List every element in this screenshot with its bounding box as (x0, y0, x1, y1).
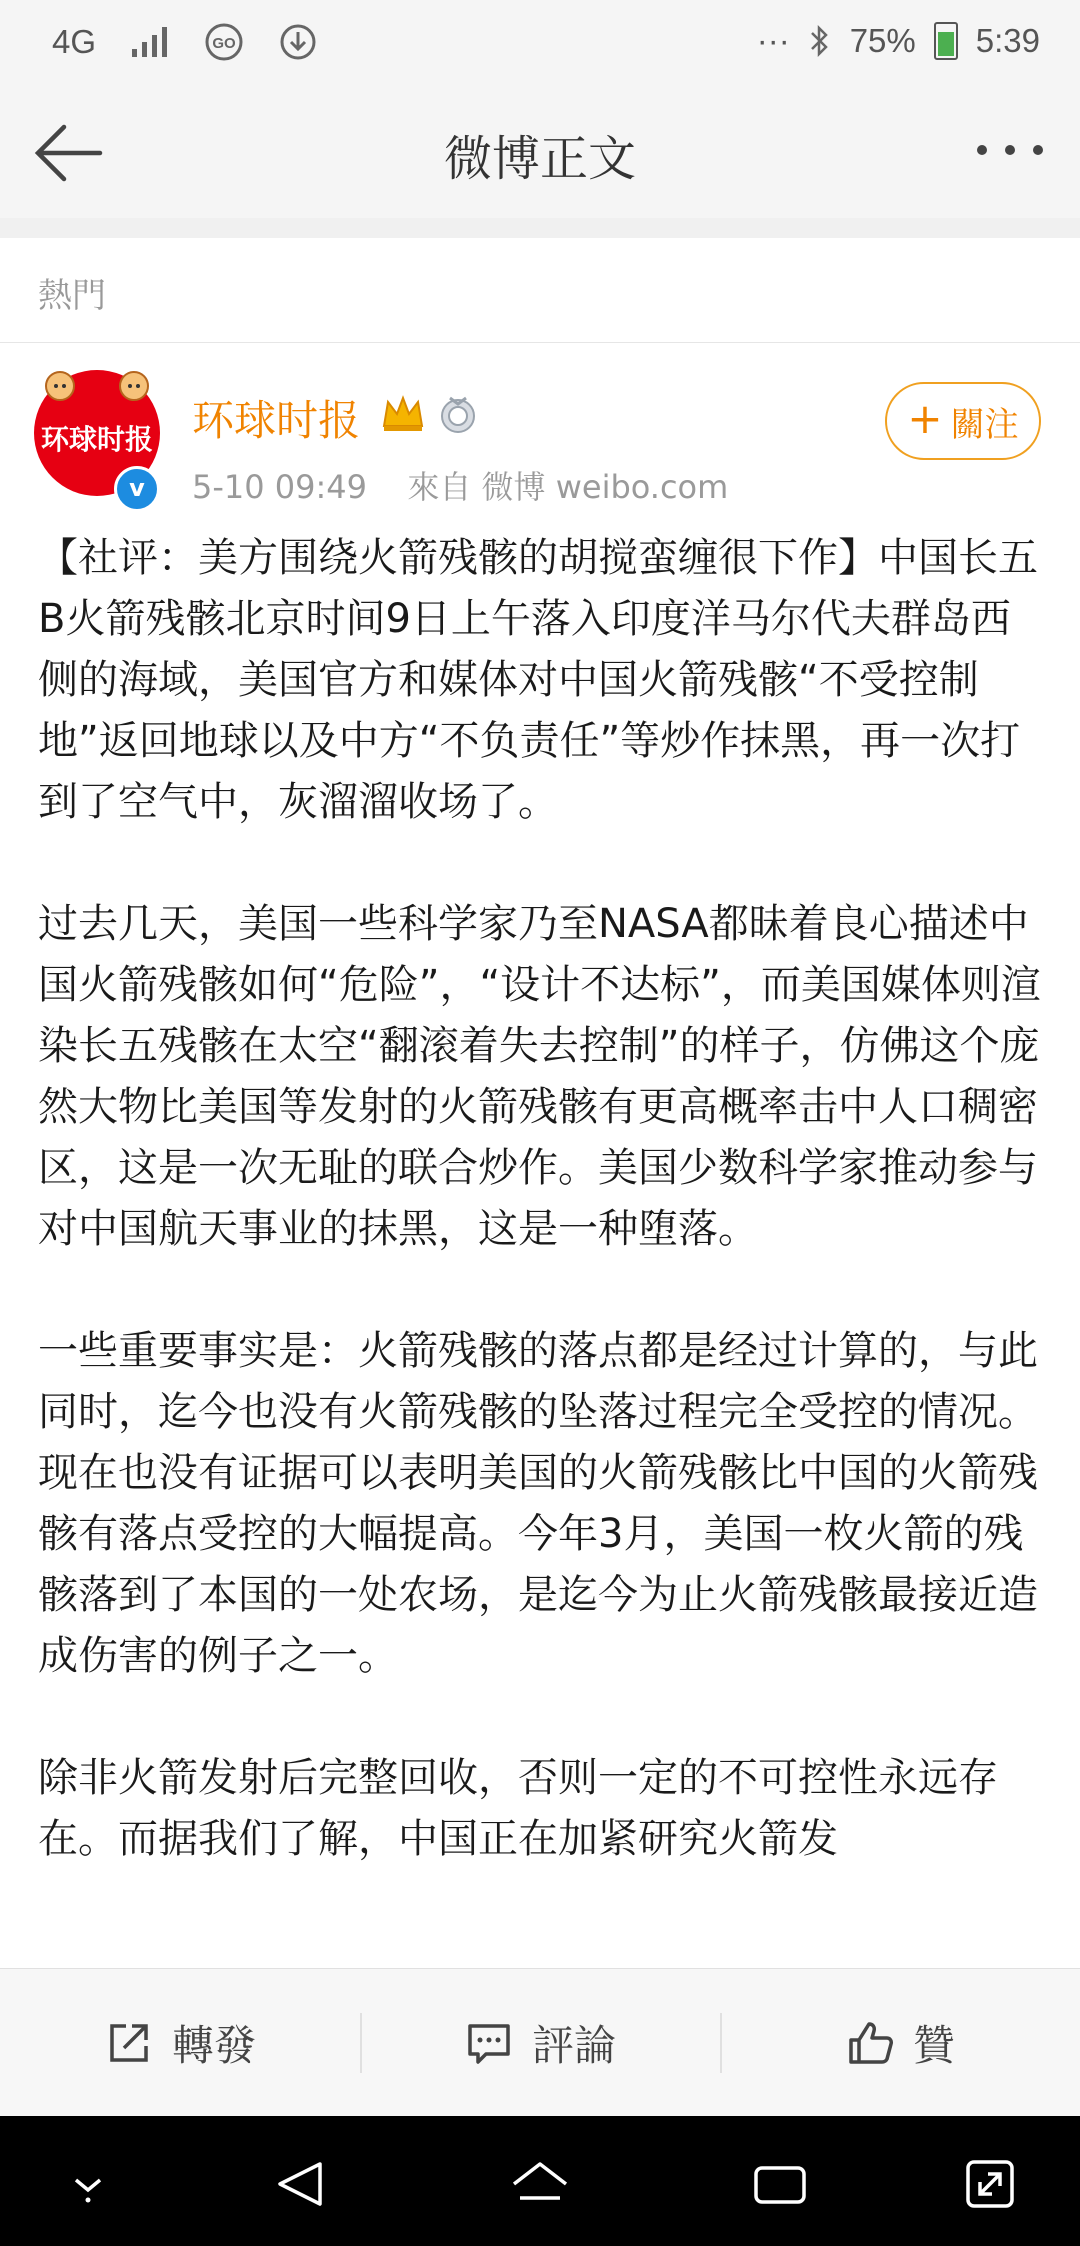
post-meta (192, 462, 728, 508)
medal-icon (438, 394, 478, 436)
post-paragraph: 【社评：美方围绕火箭残骸的胡搅蛮缠很下作】中国长五B火箭残骸北京时间9日上午落入印度洋马尔代夫群岛西侧的海域，美国官方和媒体对中国火箭残骸“不受控制地”返回地球以及中方“不负责任”等炒作抹黑，再一次打到了空气中，灰溜溜收场了。 (38, 535, 1038, 825)
page-title: 微博正文 (443, 131, 636, 187)
network-type: 4G (52, 23, 97, 60)
comment-label: 評論 (531, 2021, 616, 2070)
verified-badge-icon: v (114, 466, 160, 512)
repost-label: 轉發 (171, 2021, 256, 2070)
top-header (0, 90, 1080, 219)
overflow-dots: ··· (756, 22, 790, 59)
post-action-bar (0, 1968, 1080, 2117)
signal-icon (130, 25, 170, 59)
bluetooth-icon (808, 23, 832, 59)
plus-icon: + (907, 394, 943, 443)
more-options-icon[interactable] (970, 130, 1050, 170)
post-source: 來自 微博 weibo.com (407, 468, 729, 506)
like-button[interactable] (720, 1969, 1080, 2117)
post-paragraph: 除非火箭发射后完整回收，否则一定的不可控性永远存在。而据我们了解，中国正在加紧研究火箭发 (38, 1755, 998, 1862)
comment-button[interactable] (360, 1969, 720, 2117)
divider-gap (0, 218, 1080, 238)
system-nav-bar (0, 2116, 1080, 2246)
cartoon-ox-decoration-icon (44, 364, 150, 404)
clock: 5:39 (975, 22, 1040, 59)
section-header (0, 238, 1080, 343)
battery-percent: 75% (849, 22, 916, 59)
post-paragraph: 一些重要事实是：火箭残骸的落点都是经过计算的，与此同时，迄今也没有火箭残骸的坠落过程完全受控的情况。现在也没有证据可以表明美国的火箭残骸比中国的火箭残骸有落点受控的大幅提高。今年3月，美国一枚火箭的残骸落到了本国的一处农场，是迄今为止火箭残骸最接近造成伤害的例子之一。 (38, 1328, 1038, 1679)
hide-keyboard-icon[interactable] (58, 2154, 118, 2214)
post-paragraph: 过去几天，美国一些科学家乃至NASA都昧着良心描述中国火箭残骸如何“危险”，“设计不达标”，而美国媒体则渲染长五残骸在太空“翻滚着失去控制”的样子，仿佛这个庞然大物比美国等发射的火箭残骸有更高概率击中人口稠密区，这是一次无耻的联合炒作。美国少数科学家推动参与对中国航天事业的抹黑，这是一种堕落。 (38, 901, 1041, 1252)
repost-button[interactable] (0, 1969, 360, 2117)
nav-recents-icon[interactable] (750, 2154, 810, 2214)
battery-icon (934, 22, 958, 60)
nav-home-icon[interactable] (510, 2154, 570, 2214)
nav-back-icon[interactable] (270, 2154, 330, 2214)
section-label: 熱門 (38, 276, 106, 316)
repost-icon (104, 2018, 154, 2068)
crown-icon (380, 392, 426, 434)
follow-label: 關注 (950, 404, 1019, 445)
like-label: 贊 (912, 2021, 955, 2070)
download-icon (278, 22, 318, 62)
go-app-icon (204, 22, 244, 62)
comment-icon (464, 2018, 514, 2068)
avatar-logo-text: 环球时报 (40, 423, 153, 456)
thumbs-up-icon (845, 2018, 895, 2068)
author-name[interactable]: 环球时报 (192, 396, 361, 445)
expand-screen-icon[interactable] (960, 2154, 1020, 2214)
svg-text:GO: GO (212, 35, 236, 52)
post-body (38, 528, 1048, 1968)
status-bar (0, 0, 1080, 90)
post-time: 5-10 09:49 (192, 468, 368, 506)
follow-button[interactable] (885, 382, 1041, 460)
